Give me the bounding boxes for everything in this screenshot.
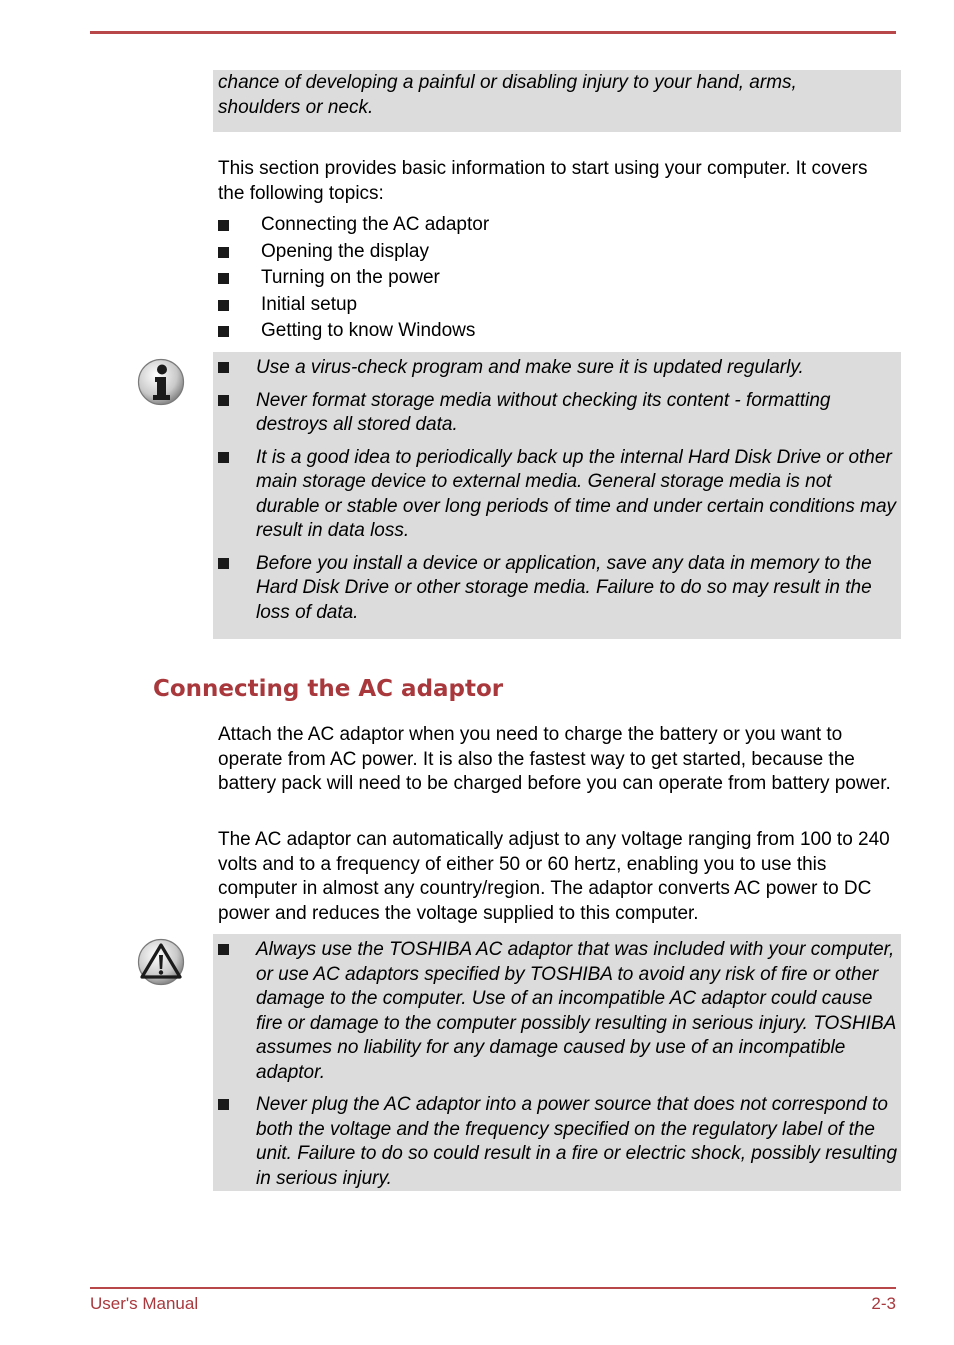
page-number: 2-3 xyxy=(871,1294,896,1313)
topic-text: Turning on the power xyxy=(261,267,440,288)
section-paragraph: Attach the AC adaptor when you need to charge the battery or you want to operate from AC power. It is also the fastest way to get started, because the battery pack will need to be charged before you can operate from battery power. xyxy=(218,724,891,794)
warning-note-list xyxy=(213,938,899,1191)
list-item xyxy=(218,213,489,240)
warning-icon xyxy=(137,938,185,986)
note-text: Use a virus-check program and make sure it is updated regularly. xyxy=(256,357,804,378)
note-line: chance of developing a painful or disabling injury to your hand, arms, xyxy=(218,72,797,93)
note-text: Never plug the AC adaptor into a power source that does not correspond to both the voltage and the frequency specified on the regulatory label of the unit. Failure to do so could result in a fire or electric shock, possibly resulting in serious injury. xyxy=(256,1094,898,1189)
warning-note-box xyxy=(213,934,901,1191)
continued-note-box xyxy=(213,70,901,132)
list-item xyxy=(213,938,899,1085)
bullet-square xyxy=(218,452,229,463)
list-item xyxy=(213,1093,899,1191)
bullet-square xyxy=(218,362,229,373)
section-paragraph: The AC adaptor can automatically adjust to any voltage ranging from 100 to 240 volts and to a frequency of either 50 or 60 hertz, enabling you to use this computer in almost any country/region. The adaptor converts AC power to DC power and reduces the voltage supplied to this computer. xyxy=(218,829,890,924)
list-item xyxy=(213,552,899,626)
topic-text: Getting to know Windows xyxy=(261,320,476,341)
bullet-square xyxy=(218,220,229,231)
list-item xyxy=(218,240,489,267)
note-text: Always use the TOSHIBA AC adaptor that was included with your computer, or use AC adaptors specified by TOSHIBA to avoid any risk of fire or other damage to the computer. Use of an incompatible AC adaptor could cause fire or damage to the computer possibly resulting in serious injury. TOSHIBA assumes no liability for any damage caused by use of an incompatible adaptor. xyxy=(256,939,896,1083)
note-line: shoulders or neck. xyxy=(218,96,374,118)
note-text: Before you install a device or application, save any data in memory to the Hard Disk Drive or other storage media. Failure to do so may result in the loss of data. xyxy=(256,552,872,623)
topic-text: Connecting the AC adaptor xyxy=(261,214,490,235)
intro-paragraph: This section provides basic information to start using your computer. It covers the following topics: xyxy=(218,158,868,204)
bullet-square xyxy=(218,944,229,955)
list-item xyxy=(213,446,899,544)
bullet-square xyxy=(218,273,229,284)
list-item xyxy=(213,356,899,381)
note-text: Never format storage media without checking its content - formatting destroys all stored data. xyxy=(256,389,831,435)
list-item xyxy=(213,389,899,438)
bullet-square xyxy=(218,558,229,569)
bullet-square xyxy=(218,395,229,406)
info-note-list xyxy=(213,356,899,625)
bullet-square xyxy=(218,326,229,337)
header-rule xyxy=(90,31,896,34)
topic-text: Opening the display xyxy=(261,240,429,262)
list-item xyxy=(218,319,489,346)
bullet-square xyxy=(218,1099,229,1110)
list-item xyxy=(218,266,489,293)
bullet-square xyxy=(218,300,229,311)
list-item xyxy=(218,293,489,320)
topic-list xyxy=(218,213,489,346)
topic-text: Initial setup xyxy=(261,293,358,315)
info-icon xyxy=(137,358,185,406)
bullet-square xyxy=(218,247,229,258)
info-note-box xyxy=(213,352,901,639)
note-text: It is a good idea to periodically back up the internal Hard Disk Drive or other main storage device to external media. General storage media is not durable or stable over long periods of time and under certain conditions may result in data loss. xyxy=(256,446,897,541)
section-heading: Connecting the AC adaptor xyxy=(153,676,504,702)
footer-title: User's Manual xyxy=(90,1294,199,1313)
footer-rule xyxy=(90,1287,896,1289)
